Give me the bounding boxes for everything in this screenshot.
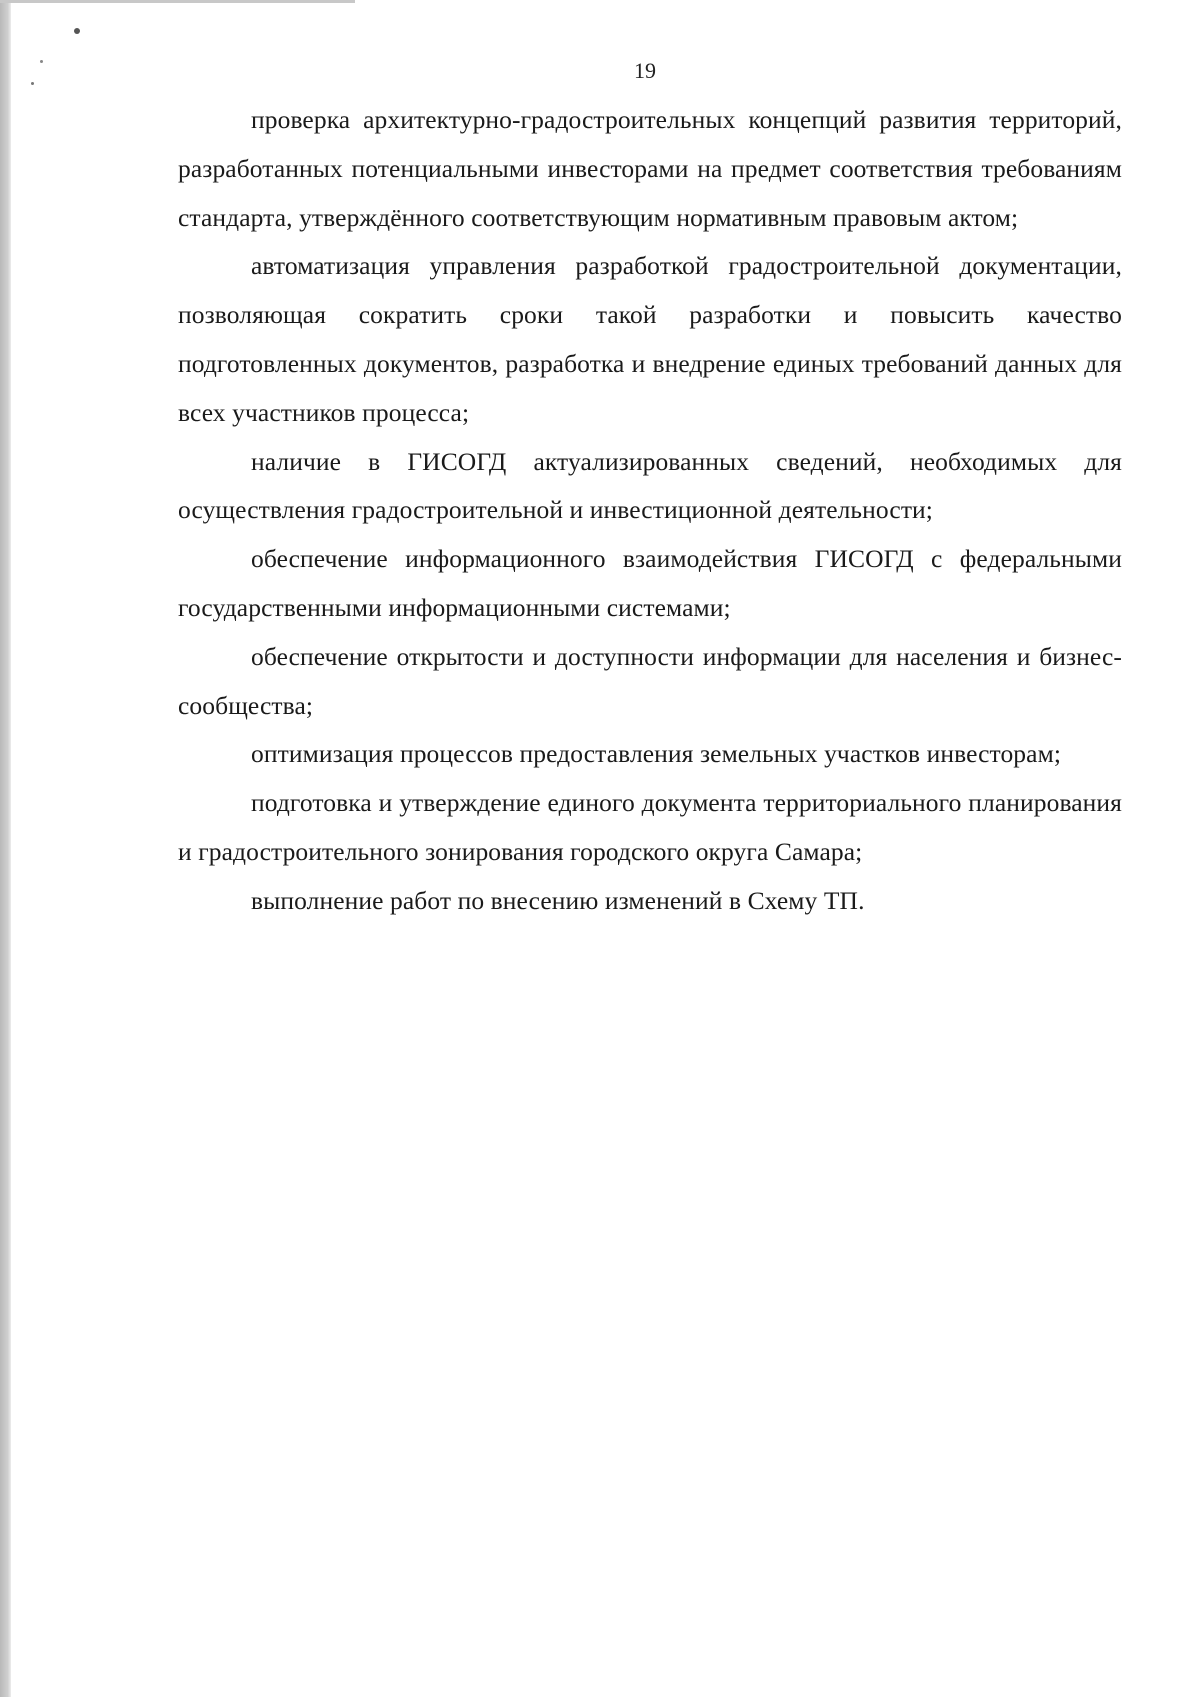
paragraph: автоматизация управления разработкой градостроительной документации, позволяющая сократить сроки такой разработки и повысить качество подготовленных документов, разработка и внедрение единых требований данных для всех участников процесса;	[178, 251, 1122, 427]
paragraph: обеспечение открытости и доступности информации для населения и бизнес-сообщества;	[178, 641, 1122, 720]
page-number: 19	[634, 58, 656, 83]
scan-speck	[74, 28, 80, 34]
paragraph: подготовка и утверждение единого документа территориального планирования и градостроительного зонирования городского округа Самара;	[178, 788, 1122, 866]
document-body	[178, 96, 1122, 926]
paragraph: выполнение работ по внесению изменений в Схему ТП.	[251, 885, 865, 915]
paragraph: оптимизация процессов предоставления земельных участков инвесторам;	[251, 739, 1061, 769]
paragraph: проверка архитектурно-градостроительных концепций развития территорий, разработанных потенциальными инвесторами на предмет соответствия требованиям стандарта, утверждённого соответствующим нормативным правовым актом;	[178, 105, 1122, 232]
scan-top-edge	[0, 0, 355, 3]
paragraph: обеспечение информационного взаимодействия ГИСОГД с федеральными государственными информационными системами;	[178, 544, 1122, 622]
scan-edge-shadow	[0, 0, 11, 1697]
paragraph: наличие в ГИСОГД актуализированных сведений, необходимых для осуществления градостроительной и инвестиционной деятельности;	[178, 446, 1122, 525]
